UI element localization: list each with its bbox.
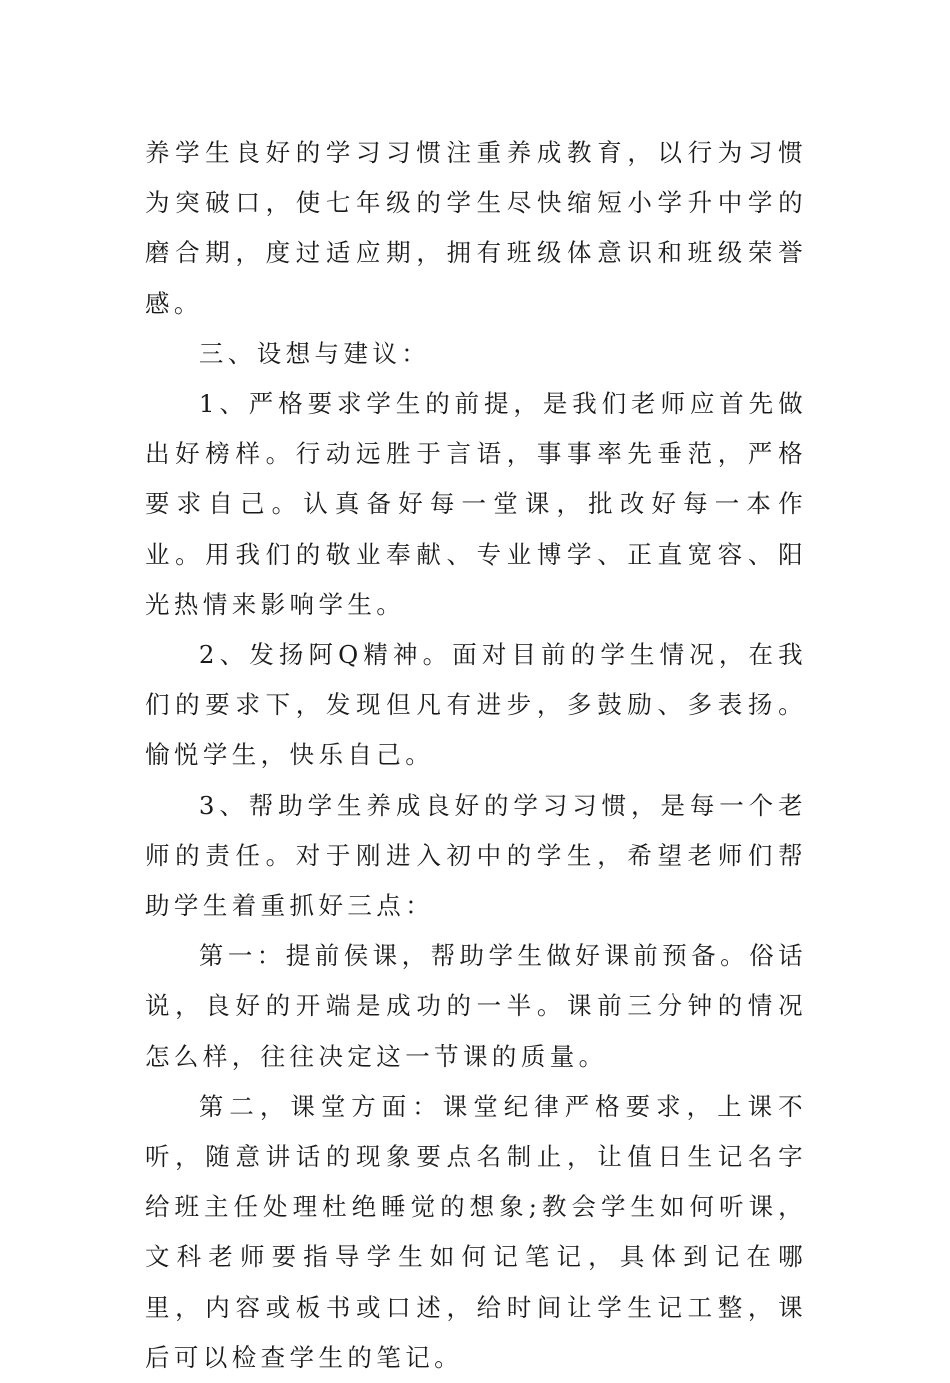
paragraph-point-2: 2、发扬阿Q精神。面对目前的学生情况，在我们的要求下，发现但凡有进步，多鼓励、多表扬。愉悦学生，快乐自己。 (145, 640, 807, 770)
paragraph-point-1: 1、严格要求学生的前提，是我们老师应首先做出好榜样。行动远胜于言语，事事率先垂范，严格要求自己。认真备好每一堂课，批改好每一本作业。用我们的敬业奉献、专业博学、正直宽容、阳光热情来影响学生。 (145, 389, 807, 619)
document-body (145, 128, 807, 1383)
paragraph-point-3: 3、帮助学生养成良好的学习习惯，是每一个老师的责任。对于刚进入初中的学生，希望老师们帮助学生着重抓好三点： (145, 790, 807, 921)
paragraph-first-item: 第一：提前侯课，帮助学生做好课前预备。俗话说，良好的开端是成功的一半。课前三分钟的情况怎么样，往往决定这一节课的质量。 (145, 941, 807, 1071)
paragraph-second-item: 第二，课堂方面：课堂纪律严格要求，上课不听，随意讲话的现象要点名制止，让值日生记名字给班主任处理杜绝睡觉的想象;教会学生如何听课，文科老师要指导学生如何记笔记，具体到记在哪里，内容或板书或口述，给时间让学生记工整，课后可以检查学生的笔记。 (145, 1091, 807, 1372)
paragraph-continuation: 养学生良好的学习习惯注重养成教育，以行为习惯为突破口，使七年级的学生尽快缩短小学升中学的磨合期，度过适应期，拥有班级体意识和班级荣誉感。 (145, 138, 807, 318)
section-heading-suggestions: 三、设想与建议： (198, 338, 431, 368)
